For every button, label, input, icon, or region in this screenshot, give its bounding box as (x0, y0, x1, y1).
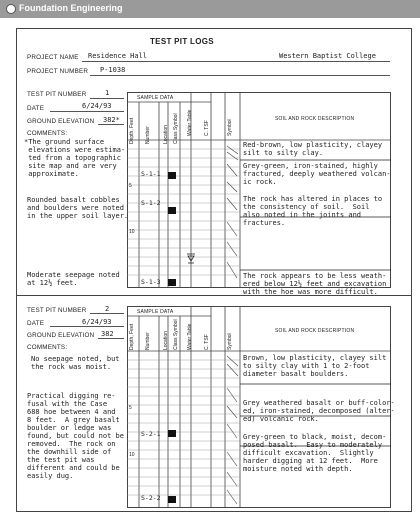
pit1-comment: Rounded basalt cobbles and boulders were noted in the upper soil layer. (27, 196, 129, 220)
pit2-description: Grey-green to black, moist, decom- posed basalt. Easy to moderately difficult excavation. Slightly harder digging at 12 feet. More moisture noted with depth. (243, 433, 387, 473)
pit2-depth-tick: 10 (129, 452, 135, 458)
pit2-comment: No seepage noted, but the rock was moist. (31, 355, 120, 371)
pit1-description: Grey-green, iron-stained, highly fractured, deeply weathered volcan- ic rock. (243, 162, 391, 186)
pit1-date-underline (50, 111, 124, 112)
pit1-col-number: Number (145, 126, 151, 144)
pit2-col-ctsf: C. TSF (204, 334, 210, 350)
pit2-col-depth: Depth, Feet (129, 323, 135, 350)
pit1-date-label: DATE (27, 105, 45, 112)
pit1-description: The rock appears to be less weath- ered below 12½ feet and excavation with the hoe was more difficult. (243, 272, 387, 296)
company-logo-icon (6, 4, 16, 14)
page-title: TEST PIT LOGS (150, 37, 214, 46)
pit2-elevation-underline (98, 338, 124, 339)
pit1-date-value: 6/24/93 (82, 102, 112, 110)
pit2-date-underline (50, 326, 124, 327)
pit1-col-water-table: Water Table (187, 109, 193, 136)
pit2-elevation-value: 382 (101, 330, 114, 338)
pit1-description: The rock has altered in places to the consistency of soil. Soil also noted in the joints and fractures. (243, 195, 383, 227)
pit2-number-label: TEST PIT NUMBER (27, 307, 87, 314)
pit2-sample-data-header: SAMPLE DATA (137, 309, 174, 315)
pit1-desc-header: SOIL AND ROCK DESCRIPTION (275, 116, 355, 122)
pit1-number-value: 1 (105, 89, 110, 97)
project-client-value: Western Baptist College (279, 52, 376, 60)
pit1-depth-tick: 10 (129, 229, 135, 235)
company-name: Foundation Engineering (19, 3, 123, 13)
pit1-sample: S-1-2 (141, 199, 161, 207)
pit2-depth-tick: 5 (129, 405, 132, 411)
pit2-sample: S-2-2 (141, 494, 161, 502)
pit1-sample: S-1-3 (141, 278, 161, 286)
pit1-number-underline (90, 98, 124, 99)
pit1-elevation-label: GROUND ELEVATION (27, 118, 95, 125)
pit2-col-number: Number (145, 332, 151, 350)
pit2-description: Grey weathered basalt or buff-color- ed, iron-stained, decomposed (alter- ed) volcanic rock. (243, 399, 395, 423)
pit2-number-underline (90, 313, 124, 314)
pit1-sample-data-header: SAMPLE DATA (137, 95, 174, 101)
pit2-col-symbol: Symbol (227, 333, 233, 350)
pit2-col-location: Location (163, 331, 169, 350)
pit1-elevation-value: 382* (103, 116, 120, 124)
pit2-desc-header: SOIL AND ROCK DESCRIPTION (275, 328, 355, 334)
pit1-number-label: TEST PIT NUMBER (27, 91, 87, 98)
project-number-label: PROJECT NUMBER (27, 68, 89, 75)
pit2-elevation-label: GROUND ELEVATION (27, 332, 95, 339)
pit1-sample: S-1-1 (141, 170, 161, 178)
pit1-comment: *The ground surface elevations were estima- ted from a topographic site map and are very approximate. (24, 138, 126, 178)
pit2-comments-label: COMMENTS: (27, 344, 68, 351)
pit2-col-class-symbol: Class Symbol (173, 319, 179, 350)
pit2-number-value: 2 (105, 305, 110, 313)
pit1-col-class-symbol: Class Symbol (173, 113, 179, 144)
pit1-col-symbol: Symbol (227, 119, 233, 136)
section-divider (17, 295, 411, 296)
pit2-comment: Practical digging re- fusal with the Case 688 hoe between 4 and 8 feet. A grey basalt boulder or ledge was found, but could not be removed. The rock on the downhill side of the test pit was different and could be easily dug. (27, 392, 124, 480)
project-number-underline (90, 75, 390, 76)
pit1-col-ctsf: C. TSF (204, 120, 210, 136)
pit1-col-depth: Depth, Feet (129, 117, 135, 144)
pit2-col-water-table: Water Table (187, 323, 193, 350)
pit2-date-label: DATE (27, 320, 45, 327)
pit2-sample: S-2-1 (141, 430, 161, 438)
pit1-depth-tick: 5 (129, 183, 132, 189)
project-name-label: PROJECT NAME (27, 54, 79, 61)
pit1-comment: Moderate seepage noted at 12½ feet. (27, 271, 120, 287)
pit1-elevation-underline (98, 124, 124, 125)
pit1-comments-label: COMMENTS: (27, 130, 68, 137)
pit1-description: Red-brown, low plasticity, clayey silt to silty clay. (243, 141, 383, 157)
pit2-description: Brown, low plasticity, clayey silt to silty clay with 1 to 2-foot diameter basalt boulders. (243, 354, 387, 378)
pit1-col-location: Location (163, 125, 169, 144)
project-name-value: Residence Hall (88, 52, 148, 60)
pit2-date-value: 6/24/93 (82, 318, 112, 326)
project-number-value: P-1038 (100, 66, 126, 74)
project-name-underline (82, 61, 390, 62)
